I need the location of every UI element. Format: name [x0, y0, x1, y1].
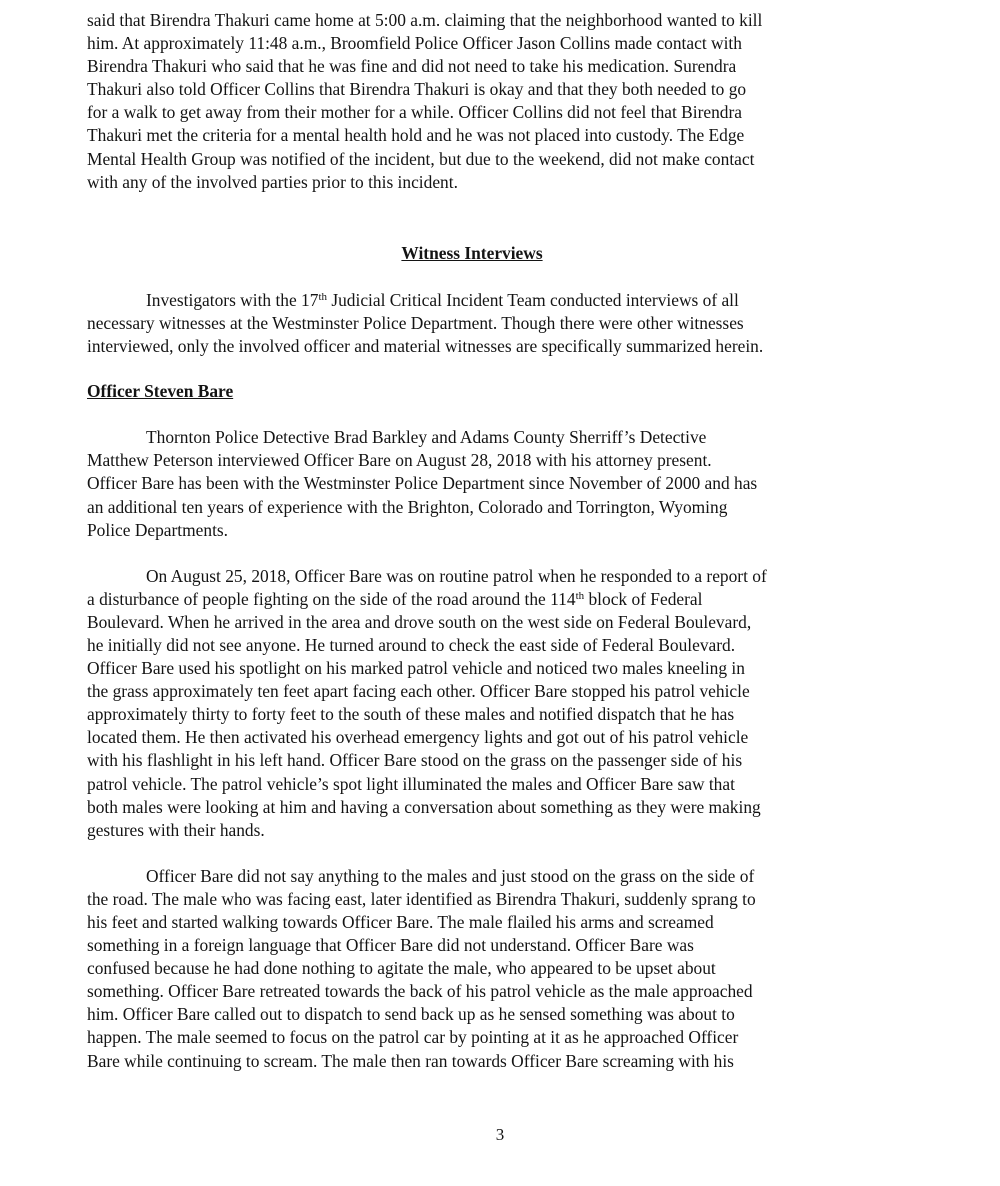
text-line: gestures with their hands. — [87, 819, 265, 840]
text-line: Investigators with the 17th Judicial Critical Incident Team conducted interviews of all — [146, 289, 739, 310]
text-line: him. At approximately 11:48 a.m., Broomfield Police Officer Jason Collins made contact with — [87, 33, 742, 54]
text-line: he initially did not see anyone. He turned around to check the east side of Federal Boulevard. — [87, 634, 736, 655]
text-line: both males were looking at him and having a conversation about something as they were making — [87, 796, 761, 817]
text-line: Officer Bare has been with the Westminster Police Department since November of 2000 and has — [87, 473, 758, 494]
subheading-officer: Officer Steven Bare — [87, 381, 234, 402]
text-line: Police Departments. — [87, 519, 229, 540]
paragraph-intro — [87, 9, 857, 194]
text-line: his feet and started walking towards Officer Bare. The male flailed his arms and screamed — [87, 912, 714, 932]
text-line: interviewed, only the involved officer and material witnesses are specifically summarized herein. — [87, 336, 764, 357]
text-line: with his flashlight in his left hand. Officer Bare stood on the grass on the passenger side of his — [87, 750, 743, 771]
paragraph-aug25 — [87, 565, 857, 842]
text-line: with any of the involved parties prior to this incident. — [87, 171, 458, 192]
text-line: Boulevard. When he arrived in the area and drove south on the west side on Federal Boulevard, — [87, 611, 752, 632]
page-number: 3 — [495, 1125, 505, 1144]
text-line: happen. The male seemed to focus on the patrol car by pointing at it as he approached Officer — [87, 1027, 739, 1048]
text-line: for a walk to get away from their mother for a while. Officer Collins did not feel that Birendra — [87, 102, 743, 123]
paragraph-witness — [87, 289, 857, 358]
text-line: Matthew Peterson interviewed Officer Bare on August 28, 2018 with his attorney present. — [87, 450, 712, 471]
text-line: Officer Bare used his spotlight on his marked patrol vehicle and noticed two males kneeling in — [87, 658, 745, 679]
text-line: the grass approximately ten feet apart facing each other. Officer Bare stopped his patrol vehicle — [87, 681, 750, 702]
document-page — [87, 9, 857, 1073]
text-line: On August 25, 2018, Officer Bare was on routine patrol when he responded to a report of — [146, 565, 767, 586]
text-line: Mental Health Group was notified of the incident, but due to the weekend, did not make contact — [87, 148, 755, 169]
text-line: said that Birendra Thakuri came home at 5:00 a.m. claiming that the neighborhood wanted to kill — [87, 10, 763, 30]
text-line: necessary witnesses at the Westminster Police Department. Though there were other witnesses — [87, 312, 744, 333]
text-line: Thornton Police Detective Brad Barkley and Adams County Sherriff’s Detective — [146, 427, 707, 448]
paragraph-encounter — [87, 865, 857, 1073]
text-line: Thakuri met the criteria for a mental health hold and he was not placed into custody. The Edge — [87, 125, 745, 146]
text-line: approximately thirty to forty feet to the south of these males and notified dispatch that he has — [87, 704, 735, 725]
text-line: an additional ten years of experience with the Brighton, Colorado and Torrington, Wyoming — [87, 496, 728, 517]
text-line: something. Officer Bare retreated towards the back of his patrol vehicle as the male approached — [87, 981, 753, 1002]
text-line: Officer Bare did not say anything to the males and just stood on the grass on the side of — [146, 865, 755, 886]
text-line: located them. He then activated his overhead emergency lights and got out of his patrol vehicle — [87, 727, 749, 748]
text-line: something in a foreign language that Officer Bare did not understand. Officer Bare was — [87, 935, 694, 956]
text-line: the road. The male who was facing east, later identified as Birendra Thakuri, suddenly sprang to — [87, 888, 756, 909]
text-line: Birendra Thakuri who said that he was fine and did not need to take his medication. Surendra — [87, 56, 737, 77]
text-line: Thakuri also told Officer Collins that Birendra Thakuri is okay and that they both needed to go — [87, 79, 747, 100]
text-line: him. Officer Bare called out to dispatch to send back up as he sensed something was about to — [87, 1004, 735, 1025]
paragraph-bare-intro — [87, 426, 857, 541]
text-line: confused because he had done nothing to agitate the male, who appeared to be upset about — [87, 958, 716, 979]
section-heading: Witness Interviews — [401, 242, 543, 263]
text-line: patrol vehicle. The patrol vehicle’s spot light illuminated the males and Officer Bare saw that — [87, 773, 735, 794]
text-line: a disturbance of people fighting on the side of the road around the 114th block of Federal — [87, 588, 703, 609]
text-line: Bare while continuing to scream. The male then ran towards Officer Bare screaming with his — [87, 1050, 734, 1071]
